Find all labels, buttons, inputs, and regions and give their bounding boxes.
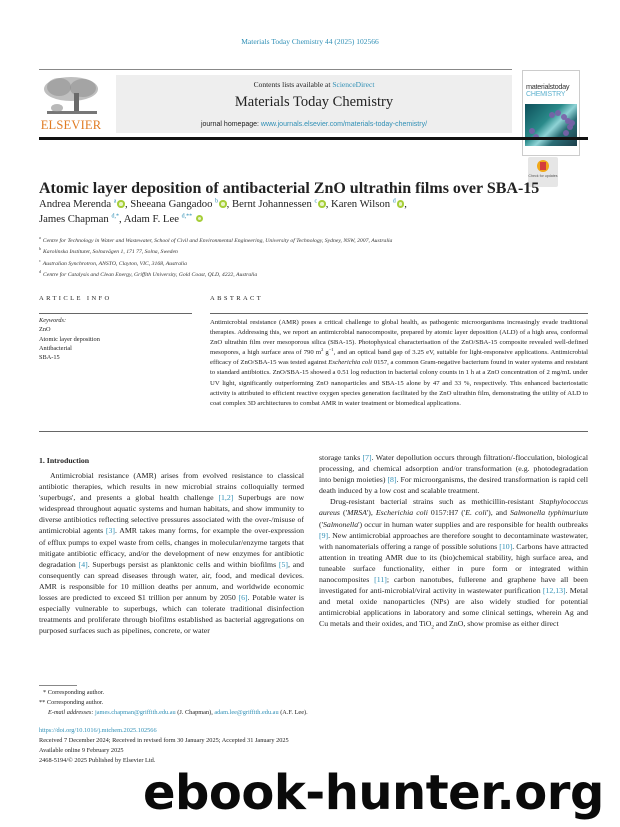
author-name[interactable]: Bernt Johannessen	[232, 198, 312, 210]
keyword: SBA-15	[39, 354, 60, 362]
keyword: Antibacterial	[39, 344, 72, 352]
keyword: Atomic layer deposition	[39, 335, 100, 343]
orcid-icon[interactable]	[397, 200, 405, 208]
elsevier-tree-icon	[41, 75, 101, 117]
article-info-heading: ARTICLE INFO	[39, 295, 112, 302]
copyright: 2468-5194/© 2025 Published by Elsevier Ltd.	[39, 756, 156, 764]
abstract-body: Antimicrobial resistance (AMR) poses a critical challenge to global health, as pathogenic microorganisms increasingly evade traditional therapies. Addressing this, we report an antimicrobial nanocomposite, prepared by atomic layer deposition (ALD) of a high area, conformal ZnO ultrathin film over mesoporous silica (SBA-15). Photophysical characterisation of the ZnO/SBA-15 composite revealed well-defined mesopores, a high surface area of 790 $m^2$ $g^{-1}$, and an optical band gap of 3.25 eV, suitable for light-responsive applications. Antimicrobial efficacy of ZnO/SBA-15 was tested against Escherichia coli 0157, a common Gram-negative bacterium found in water systems and resistant to standard antibiotics. ZnO/SBA-15 showed a 0.51 log reduction in bacterial colony counts in 1 h at a ZnO concentration of 2 mg/mL under UV light, significantly outperforming ZnO nanoparticles and SBA-15 alone by 47 and 33 %, respectively. This enhanced bacteriostatic activity is attributed to efficient reactive oxygen species generation facilitated by the ZnO ultrathin film, demonstrating the utility of ALD to coat complex 3D architectures to combat AMR in water treatment or biomedical applications.	[210, 319, 589, 407]
article-title: Atomic layer deposition of antibacterial ZnO ultrathin films over SBA-15	[39, 180, 540, 197]
received-dates: Received 7 December 2024; Received in revised form 30 January 2025; Accepted 31 January 2025	[39, 736, 289, 744]
affiliation-marker[interactable]: d,*	[111, 212, 119, 219]
affiliations	[39, 234, 579, 279]
affiliation-marker[interactable]: d	[392, 198, 396, 205]
cover-brand: materialstoday	[526, 82, 570, 91]
email-link[interactable]: james.chapman@griffith.edu.au	[95, 708, 176, 716]
affiliation-b: $^b$Karolinska Institutet, Solnavägen 1, 171 77, Solna, Sweden	[39, 246, 178, 256]
paragraph: Antimicrobial resistance (AMR) arises from evolved resistance to classical antibiotic therapies, which results in new microbial strains colloquially termed 'superbugs', and presents a global health challenge [1,2] Superbugs are now widespread throughout aquatic systems and human habitats, and show immunity to diverse antibiotics reflecting selective pressures associated with the over-/misuse of antimicrobial agents [3]. AMR takes many forms, for example the over-expression of efflux pumps to expel waste from cells, changes in molecular/enzyme targets that mitigate antibiotic efficacy, and/or the development of new enzymes for antibiotic degradation [4]. Superbugs persist as planktonic cells and within biofilms [5], and consequently can spread diseases through water, air, food, and medical devices. AMR is responsible for 10 million deaths per annum, and worldwide economic losses are predicted to exceed $1 trillion per annum by 2050 [6]. Potable water is especially vulnerable to superbugs, which can tolerate traditional disinfection treatments and proliferate through biofilms established as bacterial aggregations on purposed surfaces such as pipelines, concrete, or water	[39, 471, 304, 636]
reference-link[interactable]: [1,2]	[218, 493, 234, 503]
journal-cover[interactable]	[522, 70, 580, 156]
masthead-thick-rule	[39, 137, 588, 140]
reference-link[interactable]: [9]	[319, 530, 329, 540]
reference-link[interactable]: [12,13]	[542, 586, 566, 596]
homepage-line: journal homepage: www.journals.elsevier.com/materials-today-chemistry/	[200, 121, 428, 128]
footnote-rule	[39, 685, 77, 686]
publication-info	[39, 726, 588, 766]
email-link[interactable]: adam.lee@griffith.edu.au	[214, 708, 279, 716]
section-heading-introduction: 1. Introduction	[39, 456, 90, 465]
author-name[interactable]: Karen Wilson	[331, 198, 391, 210]
reference-link[interactable]: [8]	[387, 475, 397, 485]
available-online: Available online 9 February 2025	[39, 746, 124, 754]
footnotes	[39, 688, 588, 717]
reference-link[interactable]: [6]	[238, 593, 248, 603]
journal-citation[interactable]: Materials Today Chemistry 44 (2025) 102566	[241, 37, 379, 46]
orcid-icon[interactable]	[196, 215, 204, 223]
crossmark-flag-icon	[540, 162, 546, 170]
footnote-corresponding-2: ** Corresponding author.	[39, 698, 104, 706]
body-column-right	[319, 452, 588, 630]
doi-link[interactable]: https://doi.org/10.1016/j.mtchem.2025.102566	[39, 727, 157, 734]
keyword: ZnO	[39, 326, 51, 334]
affiliation-d: $^d$Centre for Catalysis and Clean Energy, Griffith University, Gold Coast, QLD, 4222, Australia	[39, 268, 258, 278]
orcid-icon[interactable]	[117, 200, 125, 208]
section-divider	[39, 431, 588, 432]
author-name[interactable]: James Chapman	[39, 212, 109, 225]
article-info-rule	[39, 313, 192, 314]
top-rule	[39, 69, 512, 70]
paragraph: storage tanks [7]. Water depollution occurs through filtration/-flocculation, biological processing, and chemical adsorption and/or transformation (e.g. photodegradation into benign moieties) [8]. For microorganisms, the desired transformation is rapid cell death induced by a low cost and scalable treatment.	[319, 453, 589, 496]
footnote-emails: E-mail addresses: james.chapman@griffith.edu.au (J. Chapman), adam.lee@griffith.edu.au (A.F. Lee).	[48, 708, 308, 716]
affiliation-marker[interactable]: c	[314, 198, 318, 205]
watermark: ebook-hunter.org	[143, 765, 604, 821]
reference-link[interactable]: [5]	[278, 559, 288, 569]
elsevier-logo[interactable]	[39, 75, 103, 133]
abstract-rule	[210, 313, 588, 314]
abstract-heading: ABSTRACT	[210, 295, 264, 302]
sciencedirect-link[interactable]: ScienceDirect	[332, 80, 375, 89]
reference-link[interactable]: [11]	[374, 575, 387, 585]
cover-subtitle: CHEMISTRY	[526, 91, 566, 98]
paragraph: Drug-resistant bacterial strains such as methicillin-resistant Staphylococcus aureus ('MRSA'), Escherichia coli 0157:H7 ('E. coli'), and Salmonella typhimurium ('Salmonella') occur in human water supplies and are responsible for health outbreaks [9]. New antimicrobial approaches are therefore sought to decontaminate wastewater, with nanomaterials offering a range of possible solutions [10]. Carbons have attracted attention in treating AMR due to its (bio)chemical stability, high surface area, and tuneable surface functionality, either in pure form or integrated within nanocomposites [11]; carbon nanotubes, fullerene and graphene have all been investigated for anti-microbial/viral activity in wastewater purification [12,13]. Metal and metal oxide nanoparticles (NPs) are also widely studied for potential antimicrobial applications in laboratory and some clinical settings, wherein Ag and Cu metals and their oxides, and TiO$_2$ and ZnO, show promise as either direct	[319, 497, 588, 631]
reference-link[interactable]: [7]	[362, 453, 372, 462]
crossmark-label: Check for updates	[528, 174, 558, 178]
affiliation-marker[interactable]: b	[215, 198, 219, 205]
reference-link[interactable]: [10]	[499, 541, 513, 551]
contents-line: Contents lists available at ScienceDirect	[253, 80, 375, 89]
footnote-corresponding-1: * Corresponding author.	[43, 689, 105, 696]
affiliation-marker[interactable]: a	[113, 198, 117, 205]
affiliation-a: $^a$Centre for Technology in Water and Wastewater, School of Civil and Environmental Engineering, University of Technology, Sydney, NSW, 2007, Australia	[39, 235, 393, 244]
affiliation-marker[interactable]: d,**	[181, 212, 193, 219]
orcid-icon[interactable]	[318, 200, 326, 208]
reference-link[interactable]: [3]	[105, 526, 115, 536]
orcid-icon[interactable]	[219, 200, 227, 208]
journal-homepage-link[interactable]: www.journals.elsevier.com/materials-today-chemistry/	[260, 121, 428, 128]
author-name[interactable]: Sheeana Gangadoo	[130, 198, 213, 210]
elsevier-wordmark: ELSEVIER	[40, 118, 102, 132]
body-column-left	[39, 470, 304, 636]
author-list: Andrea Merenda $^a$ , Sheeana Gangadoo $^b$ , Bernt Johannessen $^c$ , Karen Wilson $^d$ , James Chapman $^{d,*}$, Adam F. Lee $^{d,**}$	[39, 198, 407, 225]
keywords-list	[39, 316, 100, 362]
keywords-label: Keywords:	[39, 317, 67, 324]
reference-link[interactable]: [4]	[78, 559, 88, 569]
author-name[interactable]: Andrea Merenda	[39, 198, 112, 210]
affiliation-c: $^c$Australian Synchrotron, ANSTO, Clayton, VIC, 3168, Australia	[39, 257, 187, 267]
journal-title: Materials Today Chemistry	[234, 94, 394, 110]
masthead-box	[116, 75, 512, 133]
author-name[interactable]: Adam F. Lee	[123, 212, 179, 225]
